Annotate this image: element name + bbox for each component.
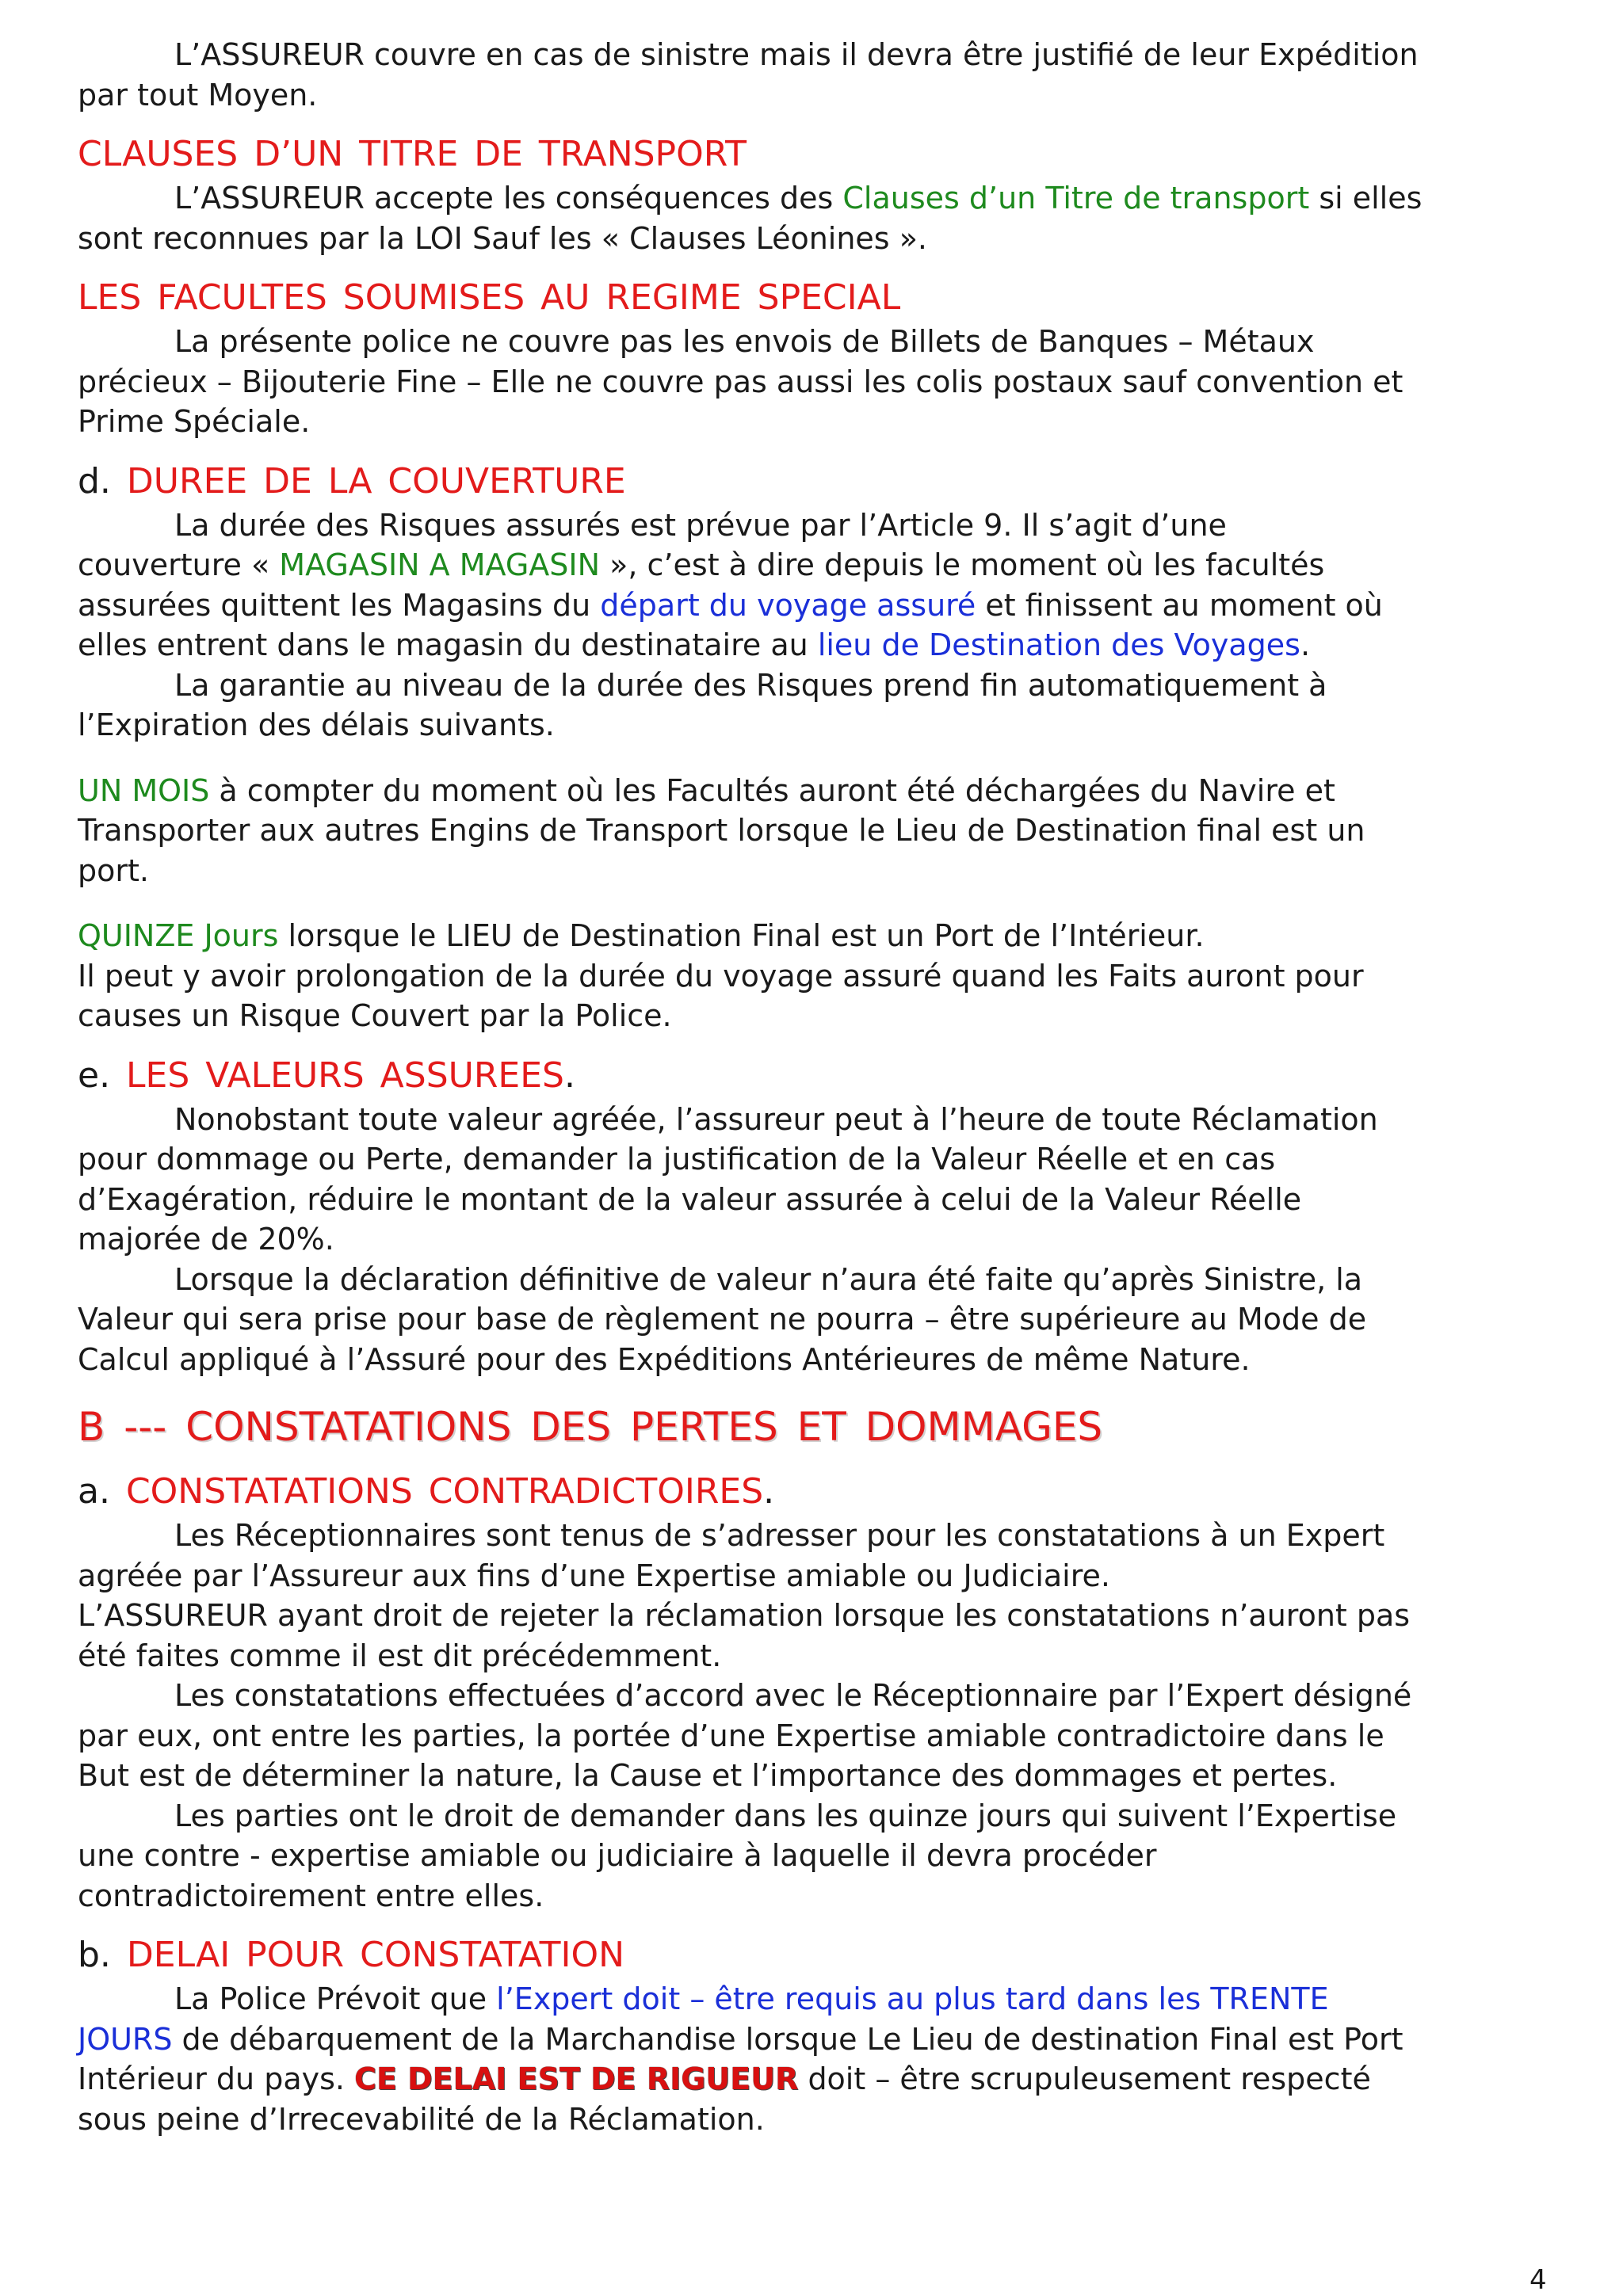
paragraph-line: Transporter aux autres Engins de Transport lorsque le Lieu de Destination final est un xyxy=(78,813,1365,848)
paragraph-line: couverture « MAGASIN A MAGASIN », c’est à dire depuis le moment où les facultés xyxy=(78,547,1325,582)
paragraph-line: L’ASSUREUR accepte les conséquences des Clauses d’un Titre de transport si elles xyxy=(174,181,1423,215)
paragraph-line: agréée par l’Assureur aux fins d’une Expertise amiable ou Judiciaire. xyxy=(78,1558,1110,1593)
page-number: 4 xyxy=(1529,2264,1547,2296)
highlight-blue: départ du voyage assuré xyxy=(600,587,976,623)
heading-constatations: a. CONSTATATIONS CONTRADICTOIRES. xyxy=(78,1471,775,1512)
paragraph-line: l’Expiration des délais suivants. xyxy=(78,707,555,742)
paragraph-line: Calcul appliqué à l’Assuré pour des Expéditions Antérieures de même Nature. xyxy=(78,1341,1251,1377)
paragraph-line: La garantie au niveau de la durée des Risques prend fin automatiquement à xyxy=(174,667,1327,703)
heading-duree: d. DUREE DE LA COUVERTURE xyxy=(78,460,626,502)
paragraph-line: Valeur qui sera prise pour base de règlement ne pourra – être supérieure au Mode de xyxy=(78,1302,1367,1337)
paragraph-line: La durée des Risques assurés est prévue par l’Article 9. Il s’agit d’une xyxy=(174,507,1227,543)
highlight-blue: lieu de Destination des Voyages xyxy=(817,627,1300,662)
highlight-green: Clauses d’un Titre de transport xyxy=(842,181,1310,215)
paragraph-line: d’Exagération, réduire le montant de la valeur assurée à celui de la Valeur Réelle xyxy=(78,1181,1302,1217)
heading-facultes: LES FACULTES SOUMISES AU REGIME SPECIAL xyxy=(78,277,901,318)
paragraph-line: Il peut y avoir prolongation de la durée du voyage assuré quand les Faits auront pour xyxy=(78,958,1364,994)
paragraph-line: contradictoirement entre elles. xyxy=(78,1878,544,1913)
paragraph-line: Nonobstant toute valeur agréée, l’assureur peut à l’heure de toute Réclamation xyxy=(174,1101,1378,1137)
highlight-blue: l’Expert doit – être requis au plus tard dans les TRENTE xyxy=(496,1981,1329,2016)
paragraph-line: Les parties ont le droit de demander dans les quinze jours qui suivent l’Expertise xyxy=(174,1798,1397,1833)
paragraph-line: pour dommage ou Perte, demander la justification de la Valeur Réelle et en cas xyxy=(78,1142,1276,1177)
paragraph-line: Les constatations effectuées d’accord avec le Réceptionnaire par l’Expert désigné xyxy=(174,1678,1412,1713)
heading-valeurs: e. LES VALEURS ASSUREES. xyxy=(78,1055,575,1096)
paragraph-line: majorée de 20%. xyxy=(78,1222,334,1257)
highlight-green: QUINZE Jours xyxy=(78,918,279,953)
highlight-green: MAGASIN A MAGASIN xyxy=(279,547,601,582)
paragraph-line: une contre - expertise amiable ou judiciaire à laquelle il devra procéder xyxy=(78,1838,1157,1873)
paragraph-line: But est de déterminer la nature, la Cause et l’importance des dommages et pertes. xyxy=(78,1758,1338,1793)
heading-delai: b. DELAI POUR CONSTATATION xyxy=(78,1935,624,1975)
paragraph-line: L’ASSUREUR ayant droit de rejeter la réclamation lorsque les constatations n’auront pas xyxy=(78,1598,1411,1633)
heading-clauses: CLAUSES D’UN TITRE DE TRANSPORT xyxy=(78,134,747,174)
paragraph-line: La Police Prévoit que l’Expert doit – être requis au plus tard dans les TRENTE xyxy=(174,1981,1329,2016)
paragraph-line: Intérieur du pays. CE DELAI EST DE RIGUEUR doit – être scrupuleusement respecté xyxy=(78,2061,1371,2096)
paragraph-line: L’ASSUREUR couvre en cas de sinistre mais il devra être justifié de leur Expédition xyxy=(174,37,1419,72)
paragraph-line: assurées quittent les Magasins du départ du voyage assuré et finissent au moment où xyxy=(78,587,1383,623)
paragraph-line: Prime Spéciale. xyxy=(78,404,311,439)
heading-section-b: B --- CONSTATATIONS DES PERTES ET DOMMAGES xyxy=(78,1404,1103,1450)
paragraph-line: été faites comme il est dit précédemment. xyxy=(78,1638,722,1673)
paragraph-line: par tout Moyen. xyxy=(78,77,318,113)
paragraph-line: JOURS de débarquement de la Marchandise lorsque Le Lieu de destination Final est Port xyxy=(78,2021,1403,2057)
paragraph-line: sont reconnues par la LOI Sauf les « Clauses Léonines ». xyxy=(78,220,928,256)
paragraph-line: Les Réceptionnaires sont tenus de s’adresser pour les constatations à un Expert xyxy=(174,1518,1385,1553)
paragraph-line: QUINZE Jours lorsque le LIEU de Destination Final est un Port de l’Intérieur. xyxy=(78,918,1205,953)
emphasis-rigueur: CE DELAI EST DE RIGUEUR xyxy=(354,2061,799,2096)
page-content xyxy=(78,35,1553,2139)
highlight-blue: JOURS xyxy=(78,2021,173,2057)
paragraph-line: UN MOIS à compter du moment où les Facultés auront été déchargées du Navire et xyxy=(78,772,1335,808)
paragraph-line: par eux, ont entre les parties, la portée d’une Expertise amiable contradictoire dans le xyxy=(78,1718,1384,1753)
paragraph-line: La présente police ne couvre pas les envois de Billets de Banques – Métaux xyxy=(174,324,1315,359)
paragraph-line: sous peine d’Irrecevabilité de la Réclamation. xyxy=(78,2101,765,2137)
paragraph-line: elles entrent dans le magasin du destinataire au lieu de Destination des Voyages. xyxy=(78,627,1311,662)
paragraph-line: Lorsque la déclaration définitive de valeur n’aura été faite qu’après Sinistre, la xyxy=(174,1261,1363,1297)
paragraph-line: port. xyxy=(78,852,149,888)
paragraph-line: causes un Risque Couvert par la Police. xyxy=(78,998,672,1033)
highlight-green: UN MOIS xyxy=(78,772,210,808)
paragraph-line: précieux – Bijouterie Fine – Elle ne couvre pas aussi les colis postaux sauf convention et xyxy=(78,364,1403,399)
